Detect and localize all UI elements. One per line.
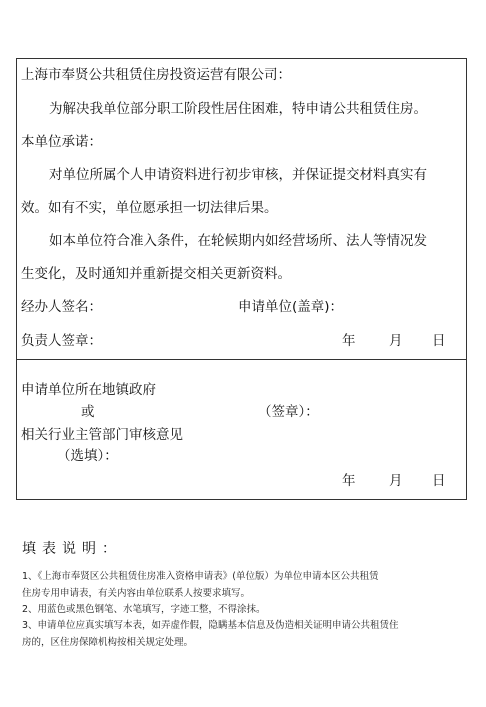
review-date-day-label: 日 bbox=[432, 473, 446, 489]
note-line: 住房专用申请表，有关内容由单位联系人按要求填写。 bbox=[22, 588, 251, 599]
review-line-4: （选填）： bbox=[57, 448, 118, 464]
pledge-paragraph-1-line-2: 效。如有不实，单位愿承担一切法律后果。 bbox=[21, 200, 278, 216]
pledge-heading: 本单位承诺： bbox=[21, 134, 102, 150]
note-line: 3、申请单位应真实填写本表，如弄虚作假，隐瞒基本信息及伪造相关证明申请公共租赁住 bbox=[22, 620, 399, 631]
review-line-2: 或 bbox=[81, 404, 95, 420]
notes-title: 填表说明： bbox=[22, 541, 122, 557]
date-day-label: 日 bbox=[432, 333, 446, 349]
review-line-1: 申请单位所在地镇政府 bbox=[21, 382, 156, 398]
review-date-year-label: 年 bbox=[342, 473, 356, 489]
request-text: 为解决我单位部分职工阶段性居住困难，特申请公共租赁住房。 bbox=[49, 101, 427, 117]
note-line: 2、用蓝色或黑色钢笔、水笔填写，字迹工整，不得涂抹。 bbox=[22, 604, 266, 615]
applicant-seal-label: 申请单位(盖章)： bbox=[238, 299, 344, 315]
review-date-month-label: 月 bbox=[389, 473, 403, 489]
review-line-3: 相关行业主管部门审核意见 bbox=[21, 427, 183, 443]
manager-signature-label: 负责人签章： bbox=[21, 333, 102, 349]
pledge-paragraph-2-line-1: 如本单位符合准入条件，在轮候期内如经营场所、法人等情况发 bbox=[49, 233, 427, 249]
handler-signature-label: 经办人签名： bbox=[21, 299, 102, 315]
review-signature-label: （签章）： bbox=[258, 404, 319, 420]
date-year-label: 年 bbox=[342, 333, 356, 349]
note-line: 1、《上海市奉贤区公共租赁住房准入资格申请表》(单位版）为单位申请本区公共租赁 bbox=[22, 571, 379, 582]
pledge-paragraph-1-line-1: 对单位所属个人申请资料进行初步审核，并保证提交材料真实有 bbox=[49, 167, 427, 183]
note-line: 房的，区住房保障机构按相关规定处理。 bbox=[22, 637, 194, 648]
pledge-paragraph-2-line-2: 生变化，及时通知并重新提交相关更新资料。 bbox=[21, 266, 291, 282]
addressee-text: 上海市奉贤公共租赁住房投资运营有限公司： bbox=[21, 67, 291, 83]
date-month-label: 月 bbox=[389, 333, 403, 349]
